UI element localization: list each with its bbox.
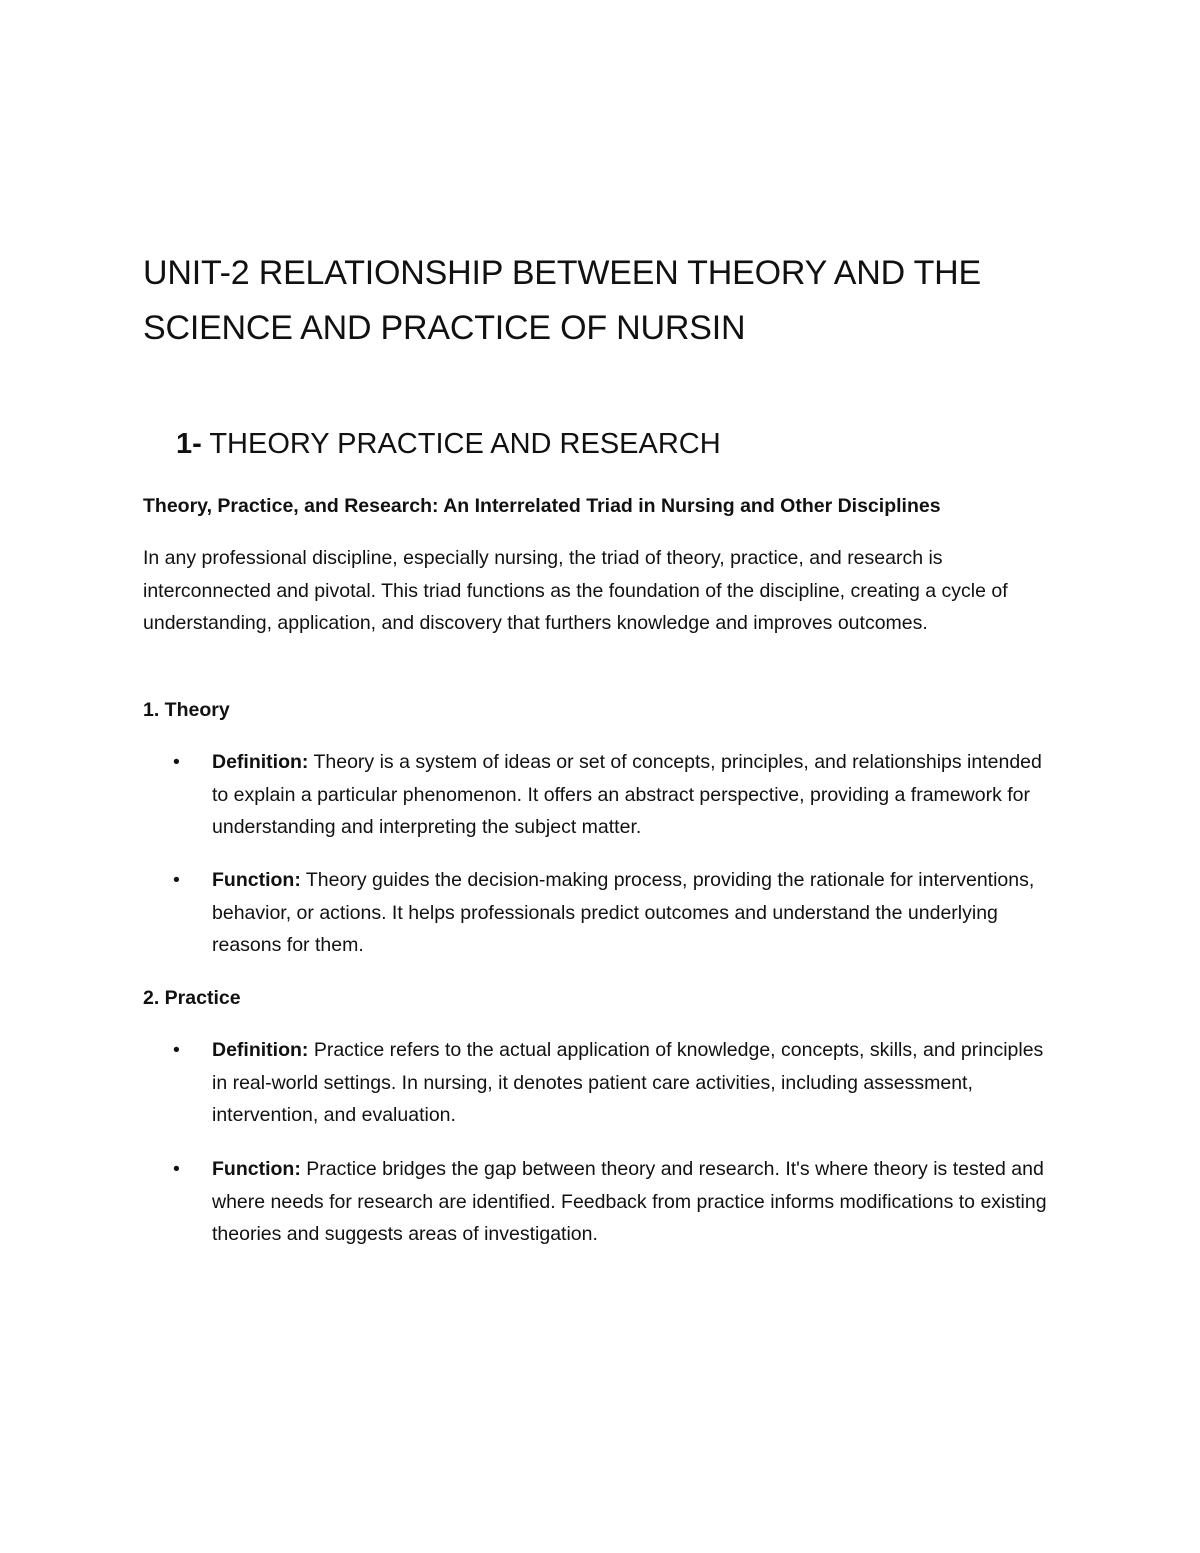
practice-definition-term: Definition: — [212, 1039, 309, 1061]
practice-function-content — [212, 1153, 1052, 1251]
title-line-2: SCIENCE AND PRACTICE OF NURSIN — [143, 309, 746, 347]
theory-definition-content — [212, 746, 1052, 844]
document-title — [143, 246, 1073, 356]
practice-function-text: Practice bridges the gap between theory and research. It's where theory is tested and where needs for research are identified. Feedback from practice informs modifications to existing theories and suggests areas of investigation. — [212, 1158, 1047, 1245]
practice-function-term: Function: — [212, 1158, 301, 1180]
bullet-icon: • — [173, 869, 180, 891]
bullet-icon: • — [173, 1158, 180, 1180]
section-number: 1- — [176, 428, 202, 460]
subheading: Theory, Practice, and Research: An Interrelated Triad in Nursing and Other Disciplines — [143, 495, 941, 517]
practice-definition-content — [212, 1034, 1052, 1132]
section-title: THEORY PRACTICE AND RESEARCH — [201, 428, 721, 460]
section-heading — [176, 422, 721, 466]
practice-definition-text: Practice refers to the actual application of knowledge, concepts, skills, and principles in real-world settings. In nursing, it denotes patient care activities, including assessment, intervention, and evaluation. — [212, 1039, 1044, 1126]
theory-function-content — [212, 864, 1052, 962]
theory-function-text: Theory guides the decision-making process, providing the rationale for interventions, behavior, or actions. It helps professionals predict outcomes and understand the underlying reasons for them. — [212, 869, 1035, 956]
intro-paragraph: In any professional discipline, especially nursing, the triad of theory, practice, and research is interconnected and pivotal. This triad functions as the foundation of the discipline, creating a cycle of understanding, application, and discovery that furthers knowledge and improves outcomes. — [143, 547, 1008, 634]
title-line-1: UNIT-2 RELATIONSHIP BETWEEN THEORY AND THE — [143, 254, 982, 292]
bullet-icon: • — [173, 751, 180, 773]
theory-function-term: Function: — [212, 869, 301, 891]
theory-heading: 1. Theory — [143, 699, 230, 721]
bullet-icon: • — [173, 1039, 180, 1061]
theory-definition-term: Definition: — [212, 751, 309, 773]
theory-definition-text: Theory is a system of ideas or set of concepts, principles, and relationships intended to explain a particular phenomenon. It offers an abstract perspective, providing a framework for understanding and interpreting the subject matter. — [212, 751, 1042, 838]
practice-heading: 2. Practice — [143, 987, 241, 1009]
